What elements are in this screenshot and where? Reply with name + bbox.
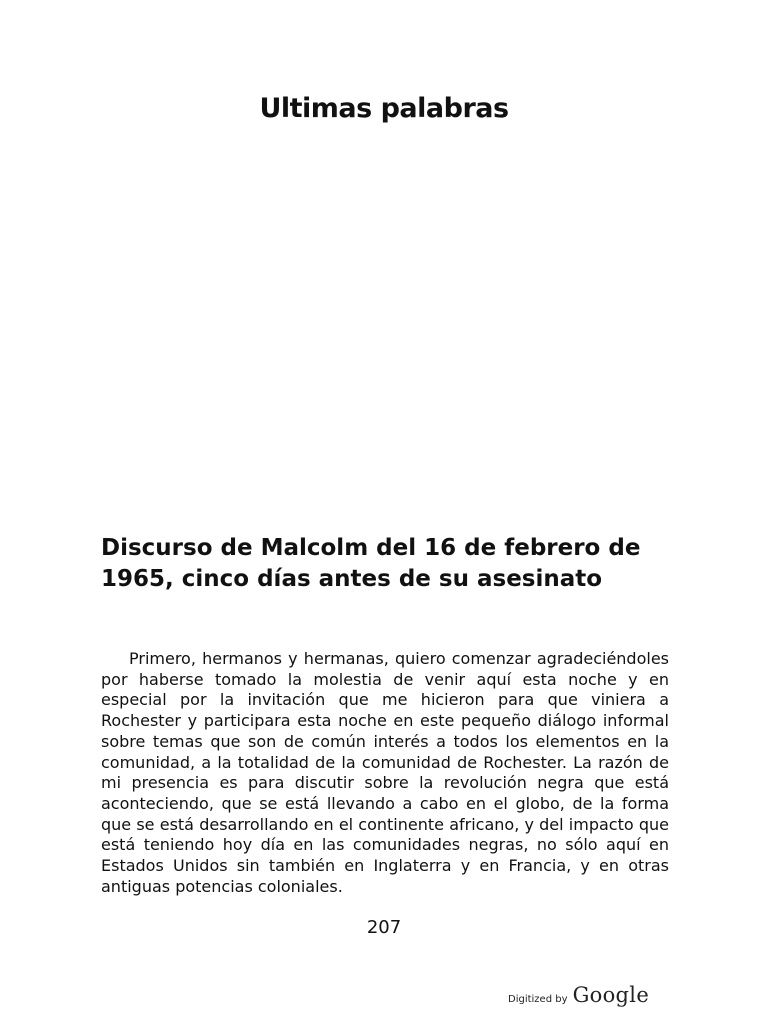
section-heading: Discurso de Malcolm del 16 de febrero de 1965, cinco días antes de su asesinato xyxy=(101,535,641,592)
chapter-title: Ultimas palabras xyxy=(259,93,509,124)
watermark-prefix: Digitized by xyxy=(508,994,568,1005)
digitized-watermark xyxy=(508,983,649,1007)
page-number: 207 xyxy=(366,917,402,938)
google-logo: Google xyxy=(572,983,650,1007)
body-paragraph: Primero, hermanos y hermanas, quiero comenzar agradeciéndoles por haberse tomado la molestia de venir aquí esta noche y en especial por la invitación que me hicieron para que viniera a Rochester y participara esta noche en este pequeño diálogo informal sobre temas que son de común interés a todos los elementos en la comunidad, a la totalidad de la comunidad de Rochester. La razón de mi presencia es para discutir sobre la revolución negra que está aconteciendo, que se está llevando a cabo en el globo, de la forma que se está desarrollando en el continente africano, y del impacto que está teniendo hoy día en las comunidades negras, no sólo aquí en Estados Unidos sin también en Inglaterra y en Francia, y en otras antiguas potencias coloniales. xyxy=(101,649,669,896)
